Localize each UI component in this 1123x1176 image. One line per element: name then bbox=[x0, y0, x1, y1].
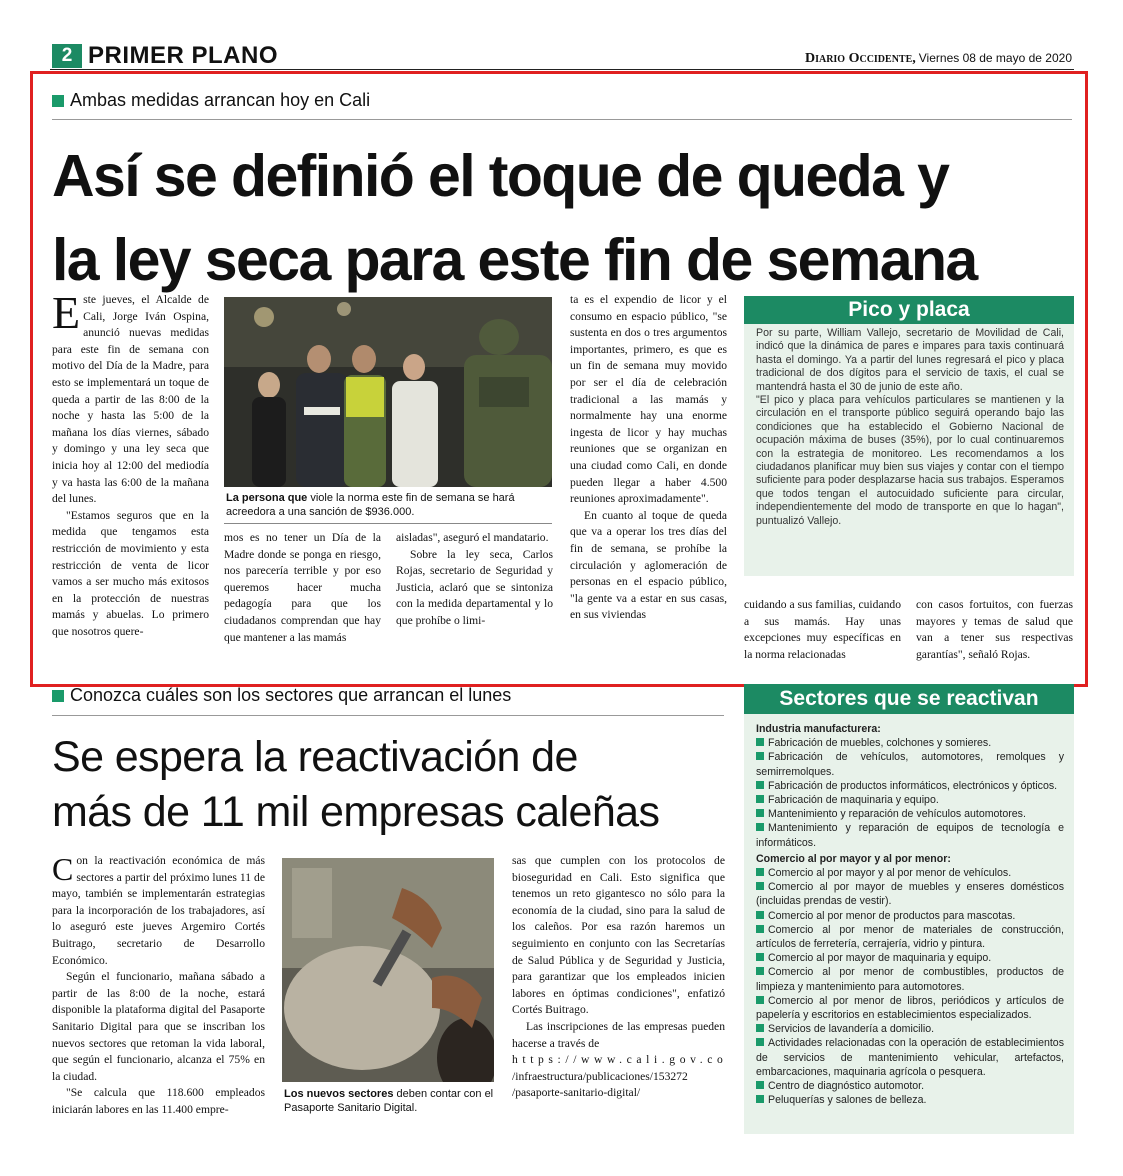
list-item: Comercio al por menor de productos para mascotas. bbox=[756, 909, 1064, 923]
registration-url-3[interactable]: /pasaporte-sanitario-digital/ bbox=[512, 1086, 641, 1100]
article1-kicker-rule bbox=[52, 119, 1072, 120]
list-item: Comercio al por mayor de muebles y enseres domésticos (incluidas prendas de vestir). bbox=[756, 881, 1064, 908]
list-item: Fabricación de muebles, colchones y somieres. bbox=[756, 736, 1064, 750]
pico-y-placa-title: Pico y placa bbox=[744, 296, 1074, 324]
list-item: Peluquerías y salones de belleza. bbox=[756, 1093, 1064, 1107]
page-number-badge bbox=[52, 44, 82, 68]
list-item: Comercio al por menor de materiales de construcción, artículos de ferretería, cerrajería, vidrio y pintura. bbox=[756, 923, 1064, 951]
sectors-category-1: Industria manufacturera: bbox=[756, 723, 881, 735]
article2-dropcap: C bbox=[52, 851, 74, 887]
kicker-square-icon bbox=[52, 95, 64, 107]
bullet-square-icon bbox=[756, 868, 764, 876]
article2-kicker-rule bbox=[52, 715, 724, 716]
bullet-square-icon bbox=[756, 781, 764, 789]
list-item: Fabricación de vehículos, automotores, remolques y semirremolques. bbox=[756, 751, 1064, 778]
bullet-square-icon bbox=[756, 1081, 764, 1089]
pico-y-placa-text: Por su parte, William Vallejo, secretario de Movilidad de Cali, indicó que la dinámica de pares e impares para taxis continuará hasta el domingo. Ya a partir del lunes regresará el pico y placa tradicional de dos dígitos para el servicio de taxis, el cual se mantendrá hasta el 30 de junio de este año. "El pico y placa para vehículos particulares se mantienen y la circulación en el transporte público seguirá operando bajo las condiciones que ha establecido el Gobierno Nacional de ocupación máxima de buses (35%), por lo cual continuaremos con la estrategia de monitoreo. Les recomendamos a los ciudadanos planificar muy bien sus viajes y contar con el tiempo suficiente para poder desplazarse hacia sus trabajos. Esperamos que todos tengan el autocuidado suficiente para circular, independientemente del modo de transporte en que lo hagan", puntualizó Vallejo. bbox=[756, 327, 1064, 527]
article1-kicker: Ambas medidas arrancan hoy en Cali bbox=[52, 89, 370, 111]
article1-column-2: mos es no tener un Día de la Madre donde se ponga en riesgo, nos parecería terrible y por eso queremos hacer mucha pedagogía para que los ciudadanos comprendan que hay que mantener a las mamás bbox=[224, 531, 381, 644]
list-item: Comercio al por mayor de maquinaria y equipo. bbox=[756, 951, 1064, 965]
bullet-square-icon bbox=[756, 738, 764, 746]
article1-headline bbox=[52, 134, 1082, 302]
list-item: Mantenimiento y reparación de equipos de tecnología e informáticos. bbox=[756, 822, 1064, 849]
bullet-square-icon bbox=[756, 967, 764, 975]
article1-photo-caption: La persona que viole la norma este fin de semana se hará acreedora a una sanción de $936.000. bbox=[226, 492, 515, 518]
page-number: 2 bbox=[61, 45, 73, 66]
section-title: PRIMER PLANO bbox=[88, 42, 279, 69]
list-item: Fabricación de productos informáticos, electrónicos y ópticos. bbox=[756, 779, 1064, 793]
article1-column-3: aisladas", aseguró el mandatario. Sobre la ley seca, Carlos Rojas, secretario de Seguridad y Justicia, aclaró que se sintoniza con la medida departamental y lo que prohíbe o limi- bbox=[396, 531, 553, 627]
list-item: Servicios de lavandería a domicilio. bbox=[756, 1022, 1064, 1036]
article1-headline-line2: la ley seca para este fin de semana bbox=[52, 227, 977, 293]
bullet-square-icon bbox=[756, 996, 764, 1004]
list-item: Centro de diagnóstico automotor. bbox=[756, 1079, 1064, 1093]
registration-url-2[interactable]: /infraestructura/publicaciones/153272 bbox=[512, 1069, 688, 1083]
sectors-category-2-items bbox=[756, 866, 1064, 1107]
article2-headline-line2: más de 11 mil empresas caleñas bbox=[52, 788, 660, 836]
list-item: Comercio al por mayor y al por menor de vehículos. bbox=[756, 866, 1064, 880]
police-scene-illustration bbox=[224, 297, 552, 487]
bullet-square-icon bbox=[756, 882, 764, 890]
bullet-square-icon bbox=[756, 809, 764, 817]
article1-column-1: Este jueves, el Alcalde de Cali, Jorge Iván Ospina, anunció nuevas medidas para este fin de semana con motivo del Día de la Madre, para esto se implementará un toque de queda a partir de las 8:00 de la noche y hasta las 5:00 de la mañana los días viernes, sábado y domingo y una ley seca que inicia hoy al 12:00 del mediodía y va hasta las 6:00 de la mañana del lunes. "Estamos seguros que en la medida que tengamos esta restricción de movimiento y esta restricción de venta de licor vamos a ser mucho más exitosos en la protección de nuestras mamás y abuelas. Lo primero que nosotros quere- bbox=[52, 287, 209, 638]
article1-column-5: cuidando a sus familias, cuidando a sus mamás. Hay unas excepciones muy específicas en la norma relacionadas bbox=[744, 598, 901, 661]
sectors-box bbox=[744, 684, 1074, 1134]
bullet-square-icon bbox=[756, 1024, 764, 1032]
article1-photo bbox=[224, 297, 552, 487]
sectors-category-1-items bbox=[756, 736, 1064, 850]
bullet-square-icon bbox=[756, 1038, 764, 1046]
sectors-title: Sectores que se reactivan bbox=[744, 684, 1074, 714]
article2-kicker: Conozca cuáles son los sectores que arrancan el lunes bbox=[52, 684, 511, 706]
list-item: Mantenimiento y reparación de vehículos automotores. bbox=[756, 807, 1064, 821]
article2-photo bbox=[282, 858, 494, 1082]
pico-y-placa-box bbox=[744, 296, 1074, 576]
article2-column-1: Con la reactivación económica de más sectores a partir del próximo lunes 11 de mayo, también se implementarán estrategias para la incorporación de los trabajadores, así lo aseguró este jueves Argemiro Cortés Buitrago, secretario de Desarrollo Económico. Según el funcionario, mañana sábado a partir de las 8:00 de la noche, estará disponible la plataforma digital del Pasaporte Sanitario Digital para que se inscriban los nuevos sectores que retoman la vida laboral, que según el funcionario, alcanza el 75% en la ciudad. "Se calcula que 118.600 empleados iniciarán labores en las 11.400 empre- bbox=[52, 851, 265, 1116]
list-item: Comercio al por menor de combustibles, productos de limpieza y mantenimiento para automotores. bbox=[756, 966, 1064, 993]
bullet-square-icon bbox=[756, 925, 764, 933]
kicker-square-icon bbox=[52, 690, 64, 702]
bullet-square-icon bbox=[756, 795, 764, 803]
list-item: Comercio al por menor de libros, periódicos y artículos de papelería y escritorios en establecimientos especializados. bbox=[756, 994, 1064, 1022]
registration-url-1[interactable]: https://www.cali.gov.co bbox=[512, 1053, 728, 1067]
list-item: Fabricación de maquinaria y equipo. bbox=[756, 793, 1064, 807]
article2-photo-caption: Los nuevos sectores deben contar con el Pasaporte Sanitario Digital. bbox=[284, 1088, 494, 1114]
list-item: Actividades relacionadas con la operación de establecimientos de servicios de mantenimiento vehicular, artefactos, embarcaciones, maquinaria agrícola o pesquera. bbox=[756, 1037, 1064, 1078]
bullet-square-icon bbox=[756, 953, 764, 961]
article1-column-6: con casos fortuitos, con fuerzas mayores y temas de salud que van a tener sus respectivas garantías", señaló Rojas. bbox=[916, 598, 1073, 661]
bullet-square-icon bbox=[756, 823, 764, 831]
sectors-category-2: Comercio al por mayor y al por menor: bbox=[756, 852, 951, 865]
header-rule bbox=[50, 69, 1074, 70]
article2-column-3: sas que cumplen con los protocolos de bioseguridad en Cali. Esto significa que tenemos un reto gigantesco no sólo para la economía de la ciudad, sino para la salud de los caleños. Por esa razón haremos un seguimiento en conjunto con las Secretarías de Salud Pública y de Seguridad y Justicia, para garantizar que los empleados inicien labores en óptimas condiciones", enfatizó Cortés Buitrago. Las inscripciones de las empresas pueden hacerse a través de https://www.cali.gov.co /infraestructura/publicaciones/153272 /pasaporte-sanitario-digital/ bbox=[512, 853, 725, 1102]
sectors-list bbox=[744, 714, 1074, 1107]
article2-headline-line1: Se espera la reactivación de bbox=[52, 733, 578, 781]
paper-name: Diario Occidente, bbox=[804, 51, 916, 66]
article1-dropcap: E bbox=[52, 287, 81, 338]
article2-headline bbox=[52, 730, 742, 840]
masthead-date-line bbox=[720, 50, 1072, 67]
article1-caption-rule bbox=[224, 523, 552, 524]
bullet-square-icon bbox=[756, 752, 764, 760]
issue-date: Viernes 08 de mayo de 2020 bbox=[918, 51, 1072, 65]
worker-illustration bbox=[282, 858, 494, 1082]
bullet-square-icon bbox=[756, 911, 764, 919]
article1-column-4: ta es el expendio de licor y el consumo en espacio público, "se sustenta en dos o tres argumentos importantes, primero, es que es un fin de semana muy movido por ser el día de celebración tradicional a las mamás y normalmente hay una enorme ingesta de licor y hay muchas reuniones que se organizan en una ciudad como Cali, en donde pueden llegar a haber 4.500 reuniones aproximadamente". En cuanto al toque de queda que va a operar los tres días del fin de semana, se prohíbe la circulación y aglomeración de personas en el espacio público, "la gente va a estar en sus casas, en sus viviendas bbox=[570, 293, 727, 622]
article1-headline-line1: Así se definió el toque de queda y bbox=[52, 143, 949, 209]
bullet-square-icon bbox=[756, 1095, 764, 1103]
